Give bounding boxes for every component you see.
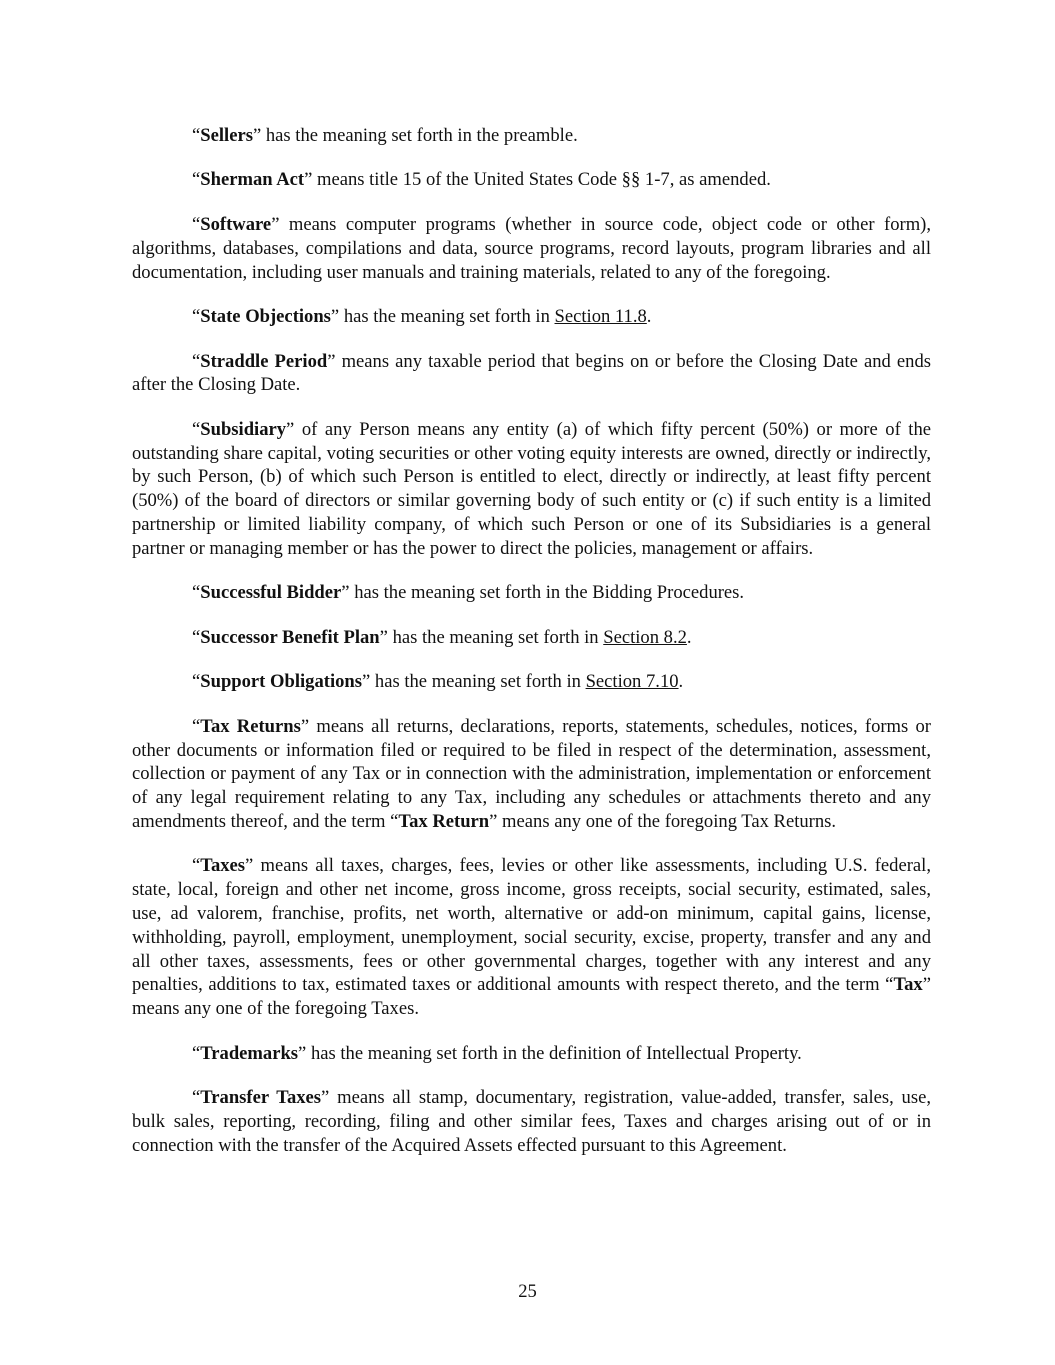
definition-text: means title 15 of the United States Code §§ 1-7, as amended. <box>312 169 771 191</box>
defined-term: Successor Benefit Plan <box>200 626 380 648</box>
defined-term: Transfer Taxes <box>200 1087 322 1109</box>
definition-text: means any taxable period that begins on or before the Closing Date and ends after the Closing Date. <box>132 350 931 396</box>
definition-successor-benefit-plan: “Successor Benefit Plan” has the meaning set forth in Section 8.2. <box>192 626 692 648</box>
definition-end: . <box>686 626 692 648</box>
definition-tail: ” means any one of the foregoing Taxes. <box>132 974 931 1020</box>
definition-transfer-taxes: “Transfer Taxes” means all stamp, documentary, registration, value-added, transfer, sales, use, bulk sales, reporting, recording, filing and other similar fees, Taxes and charges arising out of or in connection with the transfer of the Acquired Assets effected pursuant to this Agreement. <box>132 1087 931 1156</box>
section-reference-link[interactable]: Section 7.10 <box>585 671 679 693</box>
definition-state-objections: “State Objections” has the meaning set forth in Section 11.8. <box>192 306 652 328</box>
definition-subsidiary: “Subsidiary” of any Person means any entity (a) of which fifty percent (50%) or more of the outstanding share capital, voting securities or other voting equity interests are owned, directly or indirectly, by such Person, (b) of which such Person is entitled to elect, directly or indirectly, at least fifty percent (50%) of the board of directors or similar governing body of such entity or (c) if such entity is a limited partnership or limited liability company, of which such Person or one of its Subsidiaries is a general partner or managing member or has the power to direct the policies, management or affairs. <box>132 418 931 559</box>
page-number: 25 <box>518 1281 537 1302</box>
definition-end: . <box>678 671 684 693</box>
definition-support-obligations: “Support Obligations” has the meaning set forth in Section 7.10. <box>192 671 684 693</box>
defined-term: Support Obligations <box>200 671 362 693</box>
definition-text: has the meaning set forth in <box>339 306 555 328</box>
defined-term: Subsidiary <box>200 418 287 440</box>
definition-sherman-act: “Sherman Act” means title 15 of the United States Code §§ 1-7, as amended. <box>192 169 771 191</box>
definitions-list <box>132 124 931 1178</box>
section-reference-link[interactable]: Section 8.2 <box>603 626 687 648</box>
defined-term: Sellers <box>200 125 253 146</box>
definition-sellers: “Sellers” has the meaning set forth in the preamble. <box>192 125 578 146</box>
definition-text: means computer programs (whether in source code, object code or other form), algorithms, databases, compilations and data, source programs, record layouts, program libraries and all documentation, including user manuals and training materials, related to any of the foregoing. <box>132 213 931 283</box>
definition-text: means all taxes, charges, fees, levies or other like assessments, including U.S. federal, state, local, foreign and other net income, gross income, gross receipts, social security, estimated, sales, use, ad valorem, franchise, profits, net worth, alternative or add-on minimum, capital gains, license, withholding, payroll, employment, unemployment, social security, excise, property, transfer and any and all other taxes, assessments, fees or other governmental charges, together with any interest and any penalties, additions to tax, estimated taxes or additional amounts with respect thereto, and the term “ <box>132 855 931 996</box>
defined-term: Successful Bidder <box>200 582 342 604</box>
defined-term: Straddle Period <box>200 350 328 372</box>
definition-end: . <box>646 306 652 328</box>
defined-term: State Objections <box>200 306 331 328</box>
definition-tax-returns: “Tax Returns” means all returns, declarations, reports, statements, schedules, notices, forms or other documents or information filed or required to be filed in respect of the determination, assessment, collection or payment of any Tax or in connection with the administration, implementation or enforcement of any legal requirement relating to any Tax, including any schedules or attachments thereto and any amendments thereof, and the term “Tax Return” means any one of the foregoing Tax Returns. <box>132 715 931 832</box>
definition-text: has the meaning set forth in the Bidding Procedures. <box>349 582 745 604</box>
definition-text: means all stamp, documentary, registration, value-added, transfer, sales, use, bulk sales, reporting, recording, filing and other similar fees, Taxes and charges arising out of or in connection with the transfer of the Acquired Assets effected pursuant to this Agreement. <box>132 1087 931 1156</box>
definition-text: has the meaning set forth in the preamble. <box>261 125 578 146</box>
definition-tail: ” means any one of the foregoing Tax Returns. <box>489 810 837 832</box>
defined-term: Taxes <box>200 855 246 877</box>
definition-software: “Software” means computer programs (whether in source code, object code or other form), algorithms, databases, compilations and data, source programs, record layouts, program libraries and all documentation, including user manuals and training materials, related to any of the foregoing. <box>132 213 931 283</box>
definition-text: means all returns, declarations, reports, statements, schedules, notices, forms or other documents or information filed or required to be filed in respect of the determination, assessment, collection or payment of any Tax or in connection with the administration, implementation or enforcement of any legal requirement relating to any Tax, including any schedules or attachments thereto and any amendments thereof, and the term “ <box>132 715 931 832</box>
defined-term: Sherman Act <box>200 169 305 191</box>
defined-term: Software <box>200 213 272 235</box>
definition-successful-bidder: “Successful Bidder” has the meaning set forth in the Bidding Procedures. <box>192 582 745 604</box>
definition-straddle-period: “Straddle Period” means any taxable period that begins on or before the Closing Date and ends after the Closing Date. <box>132 350 931 396</box>
definition-text: of any Person means any entity (a) of which fifty percent (50%) or more of the outstanding share capital, voting securities or other voting equity interests are owned, directly or indirectly, by such Person, (b) of which such Person is entitled to elect, directly or indirectly, at least fifty percent (50%) of the board of directors or similar governing body of such entity or (c) if such entity is a limited partnership or limited liability company, of which such Person or one of its Subsidiaries is a general partner or managing member or has the power to direct the policies, management or affairs. <box>132 418 931 559</box>
defined-term-secondary: Tax Return <box>398 810 490 832</box>
definition-text: has the meaning set forth in <box>370 671 586 693</box>
defined-term: Trademarks <box>200 1042 299 1064</box>
defined-term: Tax Returns <box>200 715 301 737</box>
defined-term-secondary: Tax <box>893 974 923 996</box>
definition-trademarks: “Trademarks” has the meaning set forth in the definition of Intellectual Property. <box>192 1042 802 1064</box>
definition-text: has the meaning set forth in <box>387 626 604 648</box>
definition-taxes: “Taxes” means all taxes, charges, fees, levies or other like assessments, including U.S. federal, state, local, foreign and other net income, gross income, gross receipts, social security, estimated, sales, use, ad valorem, franchise, profits, net worth, alternative or add-on minimum, capital gains, license, withholding, payroll, employment, unemployment, social security, excise, property, transfer and any and all other taxes, assessments, fees or other governmental charges, together with any interest and any penalties, additions to tax, estimated taxes or additional amounts with respect thereto, and the term “Tax” means any one of the foregoing Taxes. <box>132 855 931 1020</box>
section-reference-link[interactable]: Section 11.8 <box>554 306 647 328</box>
definition-text: has the meaning set forth in the definition of Intellectual Property. <box>306 1042 802 1064</box>
